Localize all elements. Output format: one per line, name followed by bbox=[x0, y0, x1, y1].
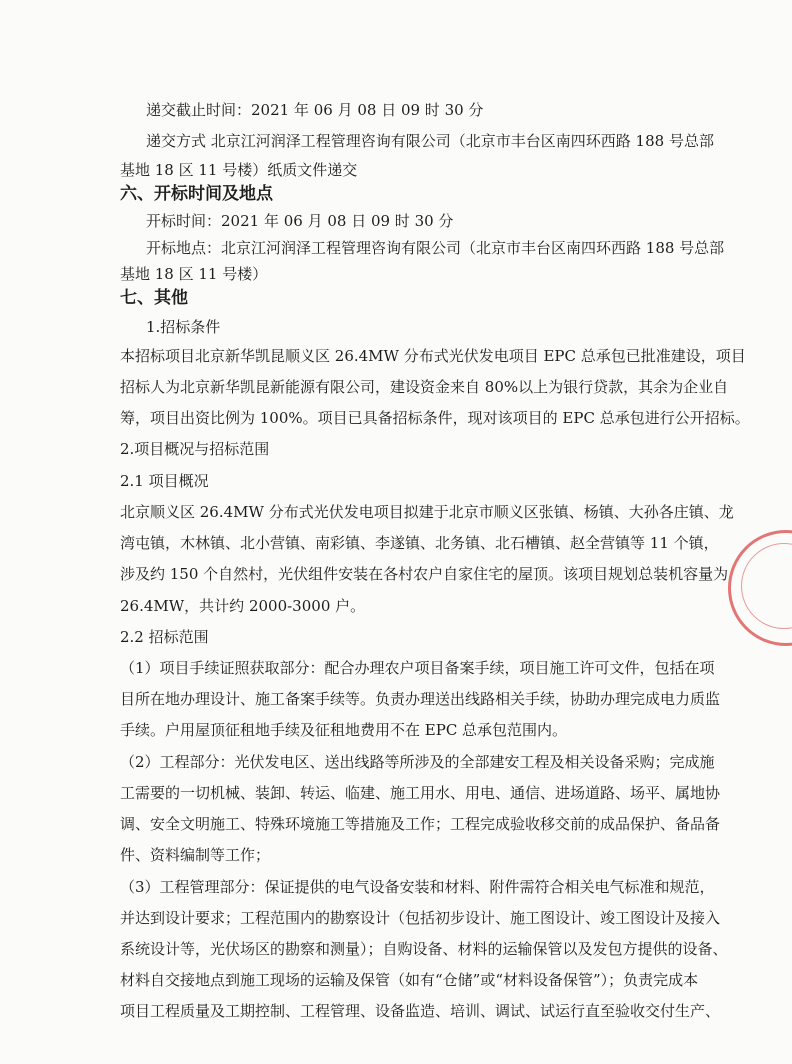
text-line: 2.项目概况与招标范围 bbox=[120, 440, 270, 458]
text-line: 筹，项目出资比例为 100%。项目已具备招标条件，现对该项目的 EPC 总承包进行公开招标。 bbox=[120, 409, 750, 427]
text-line: 递交截止时间：2021 年 06 月 08 日 09 时 30 分 bbox=[146, 101, 484, 119]
text-line: （3）工程管理部分：保证提供的电气设备安装和材料、附件需符合相关电气标准和规范， bbox=[120, 878, 715, 896]
red-seal-stamp bbox=[728, 530, 792, 646]
text-line: （2）工程部分：光伏发电区、送出线路等所涉及的全部建安工程及相关设备采购；完成施 bbox=[120, 753, 715, 771]
text-line: 材料自交接地点到施工现场的运输及保管（如有“仓储”或“材料设备保管”）；负责完成本 bbox=[120, 971, 699, 989]
text-line: 并达到设计要求；工程范围内的勘察设计（包括初步设计、施工图设计、竣工图设计及接入 bbox=[120, 909, 721, 927]
text-line: 开标地点：北京江河润泽工程管理咨询有限公司（北京市丰台区南四环西路 188 号总部 bbox=[146, 239, 725, 257]
text-line: 招标人为北京新华凯昆新能源有限公司，建设资金来自 80%以上为银行贷款，其余为企业自 bbox=[120, 378, 729, 396]
text-line: 项目工程质量及工期控制、工程管理、设备监造、培训、调试、试运行直至验收交付生产、 bbox=[120, 1002, 721, 1020]
text-line: 手续。户用屋顶征租地手续及征租地费用不在 EPC 总承包范围内。 bbox=[120, 721, 568, 739]
text-line: 基地 18 区 11 号楼） bbox=[120, 265, 268, 283]
text-line: （1）项目手续证照获取部分：配合办理农户项目备案手续，项目施工许可文件，包括在项 bbox=[120, 659, 715, 677]
text-line: 系统设计等，光伏场区的勘察和测量）；自购设备、材料的运输保管以及发包方提供的设备、 bbox=[120, 940, 728, 958]
section-heading: 六、开标时间及地点 bbox=[120, 184, 273, 204]
section-heading: 七、其他 bbox=[120, 288, 188, 308]
text-line: 1.招标条件 bbox=[146, 318, 221, 336]
text-line: 基地 18 区 11 号楼）纸质文件递交 bbox=[120, 161, 358, 179]
text-line: 涉及约 150 个自然村，光伏组件安装在各村农户自家住宅的屋顶。该项目规划总装机容量为 bbox=[120, 565, 729, 583]
text-line: 北京顺义区 26.4MW 分布式光伏发电项目拟建于北京市顺义区张镇、杨镇、大孙各庄镇、龙 bbox=[120, 503, 734, 521]
text-line: 2.1 项目概况 bbox=[120, 472, 209, 490]
text-line: 递交方式 北京江河润泽工程管理咨询有限公司（北京市丰台区南四环西路 188 号总部 bbox=[146, 132, 714, 150]
text-line: 开标时间：2021 年 06 月 08 日 09 时 30 分 bbox=[146, 212, 454, 230]
text-line: 2.2 招标范围 bbox=[120, 628, 209, 646]
text-line: 调、安全文明施工、特殊环境施工等措施及工作；工程完成验收移交前的成品保护、备品备 bbox=[120, 815, 721, 833]
text-line: 目所在地办理设计、施工备案手续等。负责办理送出线路相关手续，协助办理完成电力质监 bbox=[120, 690, 721, 708]
text-line: 26.4MW，共计约 2000-3000 户。 bbox=[120, 597, 366, 615]
text-line: 湾屯镇，木林镇、北小营镇、南彩镇、李遂镇、北务镇、北石槽镇、赵全营镇等 11 个镇， bbox=[120, 534, 719, 552]
text-line: 本招标项目北京新华凯昆顺义区 26.4MW 分布式光伏发电项目 EPC 总承包已批准建设，项目 bbox=[120, 347, 746, 365]
text-line: 工需要的一切机械、装卸、转运、临建、施工用水、用电、通信、进场道路、场平、属地协 bbox=[120, 784, 721, 802]
text-line: 件、资料编制等工作； bbox=[120, 846, 271, 864]
